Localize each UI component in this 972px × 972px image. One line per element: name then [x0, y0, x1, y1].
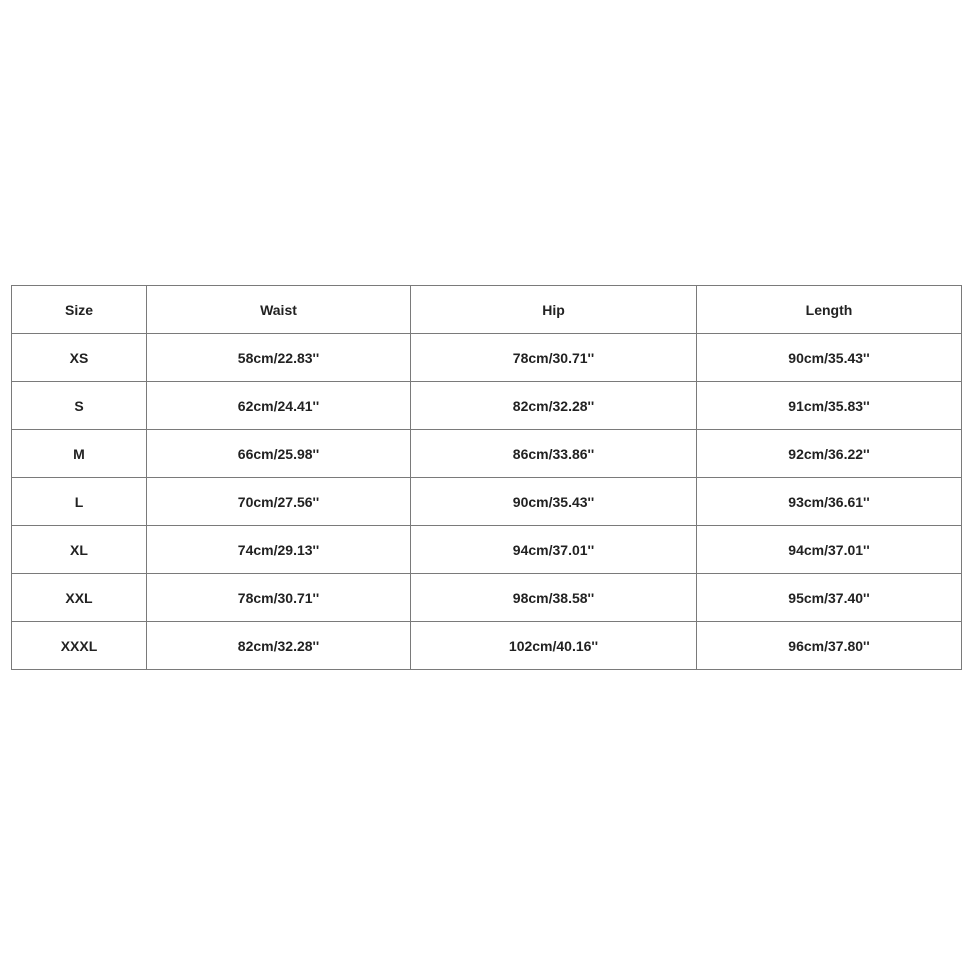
cell-waist: 58cm/22.83'' — [147, 334, 411, 382]
cell-waist: 66cm/25.98'' — [147, 430, 411, 478]
cell-hip: 90cm/35.43'' — [411, 478, 697, 526]
table-row — [12, 574, 962, 622]
cell-size: L — [12, 478, 147, 526]
header-size: Size — [12, 286, 147, 334]
table-row — [12, 334, 962, 382]
table-row — [12, 382, 962, 430]
header-hip: Hip — [411, 286, 697, 334]
table-row — [12, 526, 962, 574]
cell-waist: 70cm/27.56'' — [147, 478, 411, 526]
table-row — [12, 622, 962, 670]
size-chart-table — [11, 285, 962, 670]
cell-waist: 82cm/32.28'' — [147, 622, 411, 670]
cell-length: 92cm/36.22'' — [697, 430, 962, 478]
cell-hip: 86cm/33.86'' — [411, 430, 697, 478]
cell-hip: 102cm/40.16'' — [411, 622, 697, 670]
cell-length: 95cm/37.40'' — [697, 574, 962, 622]
cell-length: 96cm/37.80'' — [697, 622, 962, 670]
cell-size: XXL — [12, 574, 147, 622]
cell-size: XXXL — [12, 622, 147, 670]
cell-hip: 82cm/32.28'' — [411, 382, 697, 430]
header-waist: Waist — [147, 286, 411, 334]
table-row — [12, 430, 962, 478]
cell-hip: 98cm/38.58'' — [411, 574, 697, 622]
cell-hip: 78cm/30.71'' — [411, 334, 697, 382]
cell-size: M — [12, 430, 147, 478]
cell-size: XL — [12, 526, 147, 574]
header-length: Length — [697, 286, 962, 334]
table-row — [12, 478, 962, 526]
table-header-row — [12, 286, 962, 334]
cell-hip: 94cm/37.01'' — [411, 526, 697, 574]
cell-length: 94cm/37.01'' — [697, 526, 962, 574]
cell-waist: 62cm/24.41'' — [147, 382, 411, 430]
cell-length: 93cm/36.61'' — [697, 478, 962, 526]
cell-length: 90cm/35.43'' — [697, 334, 962, 382]
cell-size: XS — [12, 334, 147, 382]
cell-waist: 74cm/29.13'' — [147, 526, 411, 574]
cell-waist: 78cm/30.71'' — [147, 574, 411, 622]
cell-length: 91cm/35.83'' — [697, 382, 962, 430]
cell-size: S — [12, 382, 147, 430]
